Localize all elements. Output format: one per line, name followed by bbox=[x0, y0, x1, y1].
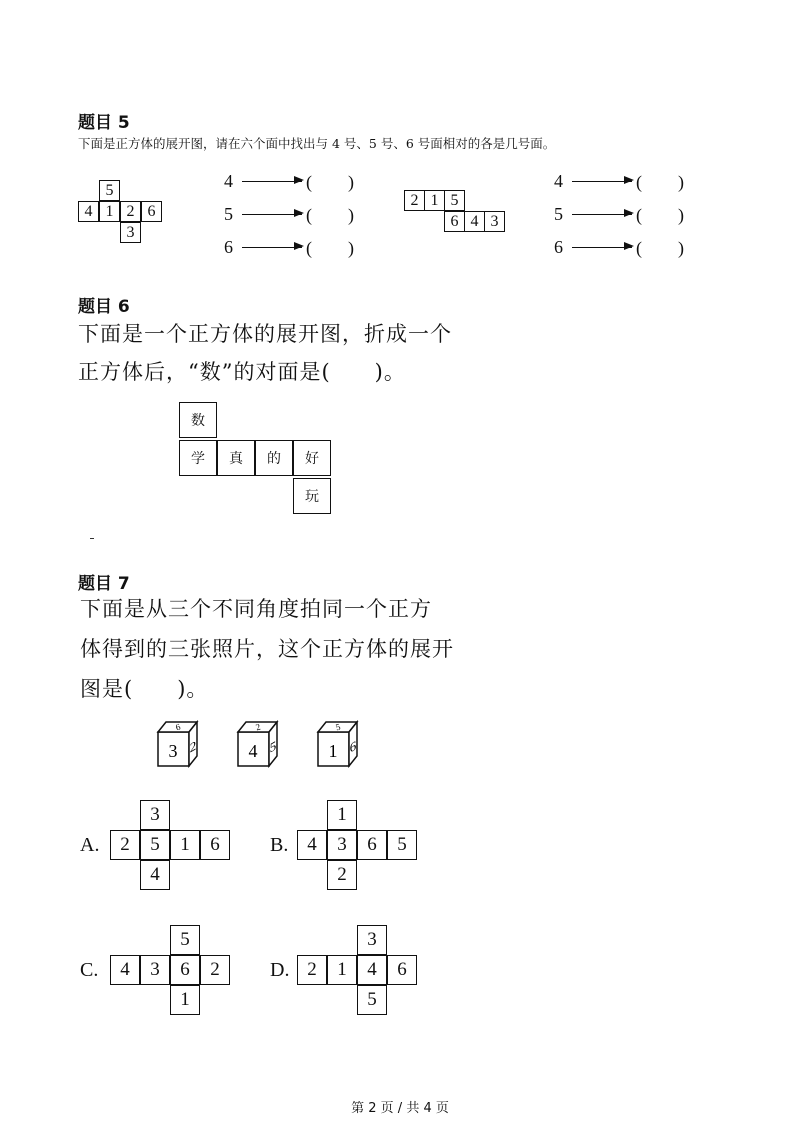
option-d-label[interactable]: D. bbox=[270, 959, 290, 981]
face-number: 6 bbox=[554, 236, 563, 257]
q5-right-arrow-row-5 bbox=[554, 201, 684, 227]
q7-line-2: 体得到的三张照片，这个正方体的展开 bbox=[80, 637, 454, 661]
net-cell: 3 bbox=[140, 800, 170, 830]
option-a-net[interactable] bbox=[110, 800, 230, 890]
option-d-net[interactable] bbox=[297, 925, 417, 1015]
net-cell: 6 bbox=[170, 955, 200, 985]
net-cell: 2 bbox=[327, 860, 357, 890]
net-cell: 2 bbox=[110, 830, 140, 860]
cube-top-number: 5 bbox=[334, 721, 342, 733]
q6-title: 题目 6 bbox=[78, 297, 130, 317]
page-footer: 第 2 页 / 共 4 页 bbox=[351, 1101, 449, 1116]
arrow-icon bbox=[242, 247, 302, 248]
net-cell: 6 bbox=[141, 201, 162, 222]
net-cell: 1 bbox=[327, 955, 357, 985]
q5-right-arrow-row-6 bbox=[554, 234, 684, 260]
option-b-net[interactable] bbox=[297, 800, 417, 890]
answer-blank[interactable]: ( ) bbox=[306, 238, 354, 258]
net-cell: 3 bbox=[484, 211, 505, 232]
net-cell: 2 bbox=[200, 955, 230, 985]
net-cell: 1 bbox=[99, 201, 120, 222]
net-cell: 3 bbox=[327, 830, 357, 860]
net-cell: 1 bbox=[424, 190, 445, 211]
option-b-label[interactable]: B. bbox=[270, 834, 289, 856]
cube-photo-1 bbox=[158, 721, 197, 766]
net-cell: 4 bbox=[464, 211, 485, 232]
cube-front-number: 3 bbox=[168, 741, 178, 761]
net-cell: 5 bbox=[357, 985, 387, 1015]
net-cell: 数 bbox=[179, 402, 217, 438]
net-cell: 1 bbox=[327, 800, 357, 830]
net-cell: 真 bbox=[217, 440, 255, 476]
face-number: 5 bbox=[554, 203, 563, 224]
net-cell: 5 bbox=[444, 190, 465, 211]
net-cell: 1 bbox=[170, 985, 200, 1015]
q7-title: 题目 7 bbox=[78, 574, 130, 594]
face-number: 6 bbox=[224, 236, 233, 257]
arrow-icon bbox=[572, 181, 632, 182]
net-cell: 2 bbox=[404, 190, 425, 211]
arrow-icon bbox=[572, 214, 632, 215]
q7-cube-photos bbox=[155, 718, 365, 772]
q6-line-2: 正方体后，“数”的对面是( )。 bbox=[78, 360, 406, 384]
net-cell: 5 bbox=[99, 180, 120, 201]
q7-line-3: 图是( )。 bbox=[80, 677, 209, 701]
cube-front-number: 1 bbox=[328, 741, 338, 761]
answer-blank[interactable]: ( ) bbox=[306, 172, 354, 192]
option-c-label[interactable]: C. bbox=[80, 959, 99, 981]
q7-line-1: 下面是从三个不同角度拍同一个正方 bbox=[80, 597, 432, 621]
answer-blank[interactable]: ( ) bbox=[636, 205, 684, 225]
net-cell: 4 bbox=[357, 955, 387, 985]
option-c-net[interactable] bbox=[110, 925, 230, 1015]
q5-left-arrow-row-6 bbox=[224, 234, 354, 260]
cube-side-number: 5 bbox=[269, 738, 277, 757]
q5-net-1 bbox=[78, 180, 162, 244]
arrow-icon bbox=[242, 214, 302, 215]
net-cell: 学 bbox=[179, 440, 217, 476]
net-cell: 5 bbox=[140, 830, 170, 860]
q6-net bbox=[179, 402, 333, 514]
cube-front-number: 4 bbox=[248, 741, 258, 761]
answer-blank[interactable]: ( ) bbox=[306, 205, 354, 225]
cube-side-number: 2 bbox=[189, 738, 197, 757]
q5-text: 下面是正方体的展开图，请在六个面中找出与 4 号、5 号、6 号面相对的各是几号面。 bbox=[78, 136, 556, 151]
face-number: 5 bbox=[224, 203, 233, 224]
net-cell: 的 bbox=[255, 440, 293, 476]
q5-left-arrow-row-5 bbox=[224, 201, 354, 227]
net-cell: 2 bbox=[120, 201, 141, 222]
arrow-icon bbox=[242, 181, 302, 182]
net-cell: 玩 bbox=[293, 478, 331, 514]
cube-photo-3 bbox=[318, 721, 357, 766]
net-cell: 6 bbox=[387, 955, 417, 985]
q5-net-2 bbox=[404, 190, 506, 234]
net-cell: 3 bbox=[120, 222, 141, 243]
answer-blank[interactable]: ( ) bbox=[636, 172, 684, 192]
net-cell: 1 bbox=[170, 830, 200, 860]
q5-left-arrow-row-4 bbox=[224, 168, 354, 194]
net-cell: 4 bbox=[110, 955, 140, 985]
cube-top-number: 2 bbox=[254, 721, 262, 733]
net-cell: 6 bbox=[444, 211, 465, 232]
net-cell: 4 bbox=[297, 830, 327, 860]
answer-blank[interactable]: ( ) bbox=[636, 238, 684, 258]
net-cell: 3 bbox=[140, 955, 170, 985]
option-a-label[interactable]: A. bbox=[80, 834, 100, 856]
stray-mark bbox=[90, 538, 94, 539]
net-cell: 5 bbox=[170, 925, 200, 955]
cube-side-number: 6 bbox=[349, 738, 357, 757]
face-number: 4 bbox=[224, 170, 233, 191]
net-cell: 4 bbox=[140, 860, 170, 890]
cube-top-number: 6 bbox=[174, 721, 182, 733]
face-number: 4 bbox=[554, 170, 563, 191]
arrow-icon bbox=[572, 247, 632, 248]
cube-photo-2 bbox=[238, 722, 277, 766]
net-cell: 6 bbox=[357, 830, 387, 860]
q5-title: 题目 5 bbox=[78, 113, 130, 133]
q6-line-1: 下面是一个正方体的展开图，折成一个 bbox=[78, 322, 452, 346]
net-cell: 好 bbox=[293, 440, 331, 476]
net-cell: 2 bbox=[297, 955, 327, 985]
net-cell: 6 bbox=[200, 830, 230, 860]
net-cell: 5 bbox=[387, 830, 417, 860]
net-cell: 4 bbox=[78, 201, 99, 222]
q5-right-arrow-row-4 bbox=[554, 168, 684, 194]
net-cell: 3 bbox=[357, 925, 387, 955]
